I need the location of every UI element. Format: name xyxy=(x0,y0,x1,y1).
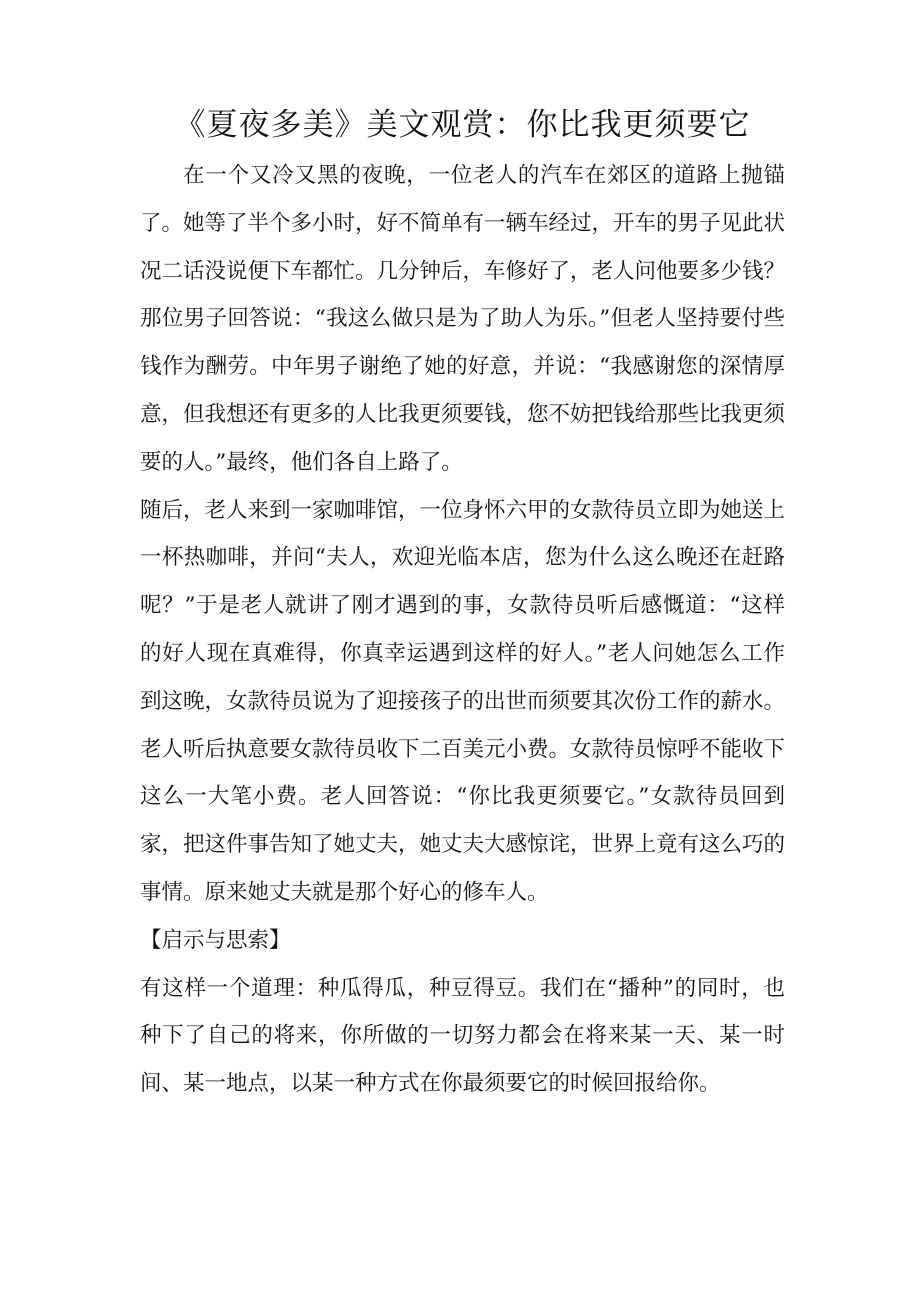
insight-heading: 【启示与思索】 xyxy=(140,927,291,953)
story-paragraph-continued: 随后，老人来到一家咖啡馆，一位身怀六甲的女款待员立即为她送上一杯热咖啡，并问“夫人，欢迎光临本店，您为什么这么晚还在赶路呢？”于是老人就讲了刚才遇到的事，女款待员听后感慨道：“这样的好人现在真难得，你真幸运遇到这样的好人。”老人问她怎么工作到这晚，女款待员说为了迎接孩子的出世而须要其次份工作的薪水。老人听后执意要女款待员收下二百美元小费。女款待员惊呼不能收下这么一大笔小费。老人回答说：“你比我更须要它。”女款待员回到家，把这件事告知了她丈夫，她丈夫大感惊诧，世界上竟有这么巧的事情。原来她丈夫就是那个好心的修车人。 xyxy=(140,497,786,905)
insight-paragraph: 有这样一个道理：种瓜得瓜，种豆得豆。我们在“播种”的同时，也种下了自己的将来，你所做的一切努力都会在将来某一天、某一时间、某一地点，以某一种方式在你最须要它的时候回报给你。 xyxy=(140,975,785,1097)
document-title: 《夏夜多美》美文观赏：你比我更须要它 xyxy=(174,107,751,143)
document-page xyxy=(140,100,785,1108)
story-paragraph: 在一个又冷又黑的夜晚，一位老人的汽车在郊区的道路上抛锚了。她等了半个多小时，好不简单有一辆车经过，开车的男子见此状况二话没说便下车都忙。几分钟后，车修好了，老人问他要多少钱？那位男子回答说：“我这么做只是为了助人为乐。”但老人坚持要付些钱作为酬劳。中年男子谢绝了她的好意，并说：“我感谢您的深情厚意，但我想还有更多的人比我更须要钱，您不妨把钱给那些比我更须要的人。”最终，他们各自上路了。 xyxy=(140,163,786,475)
